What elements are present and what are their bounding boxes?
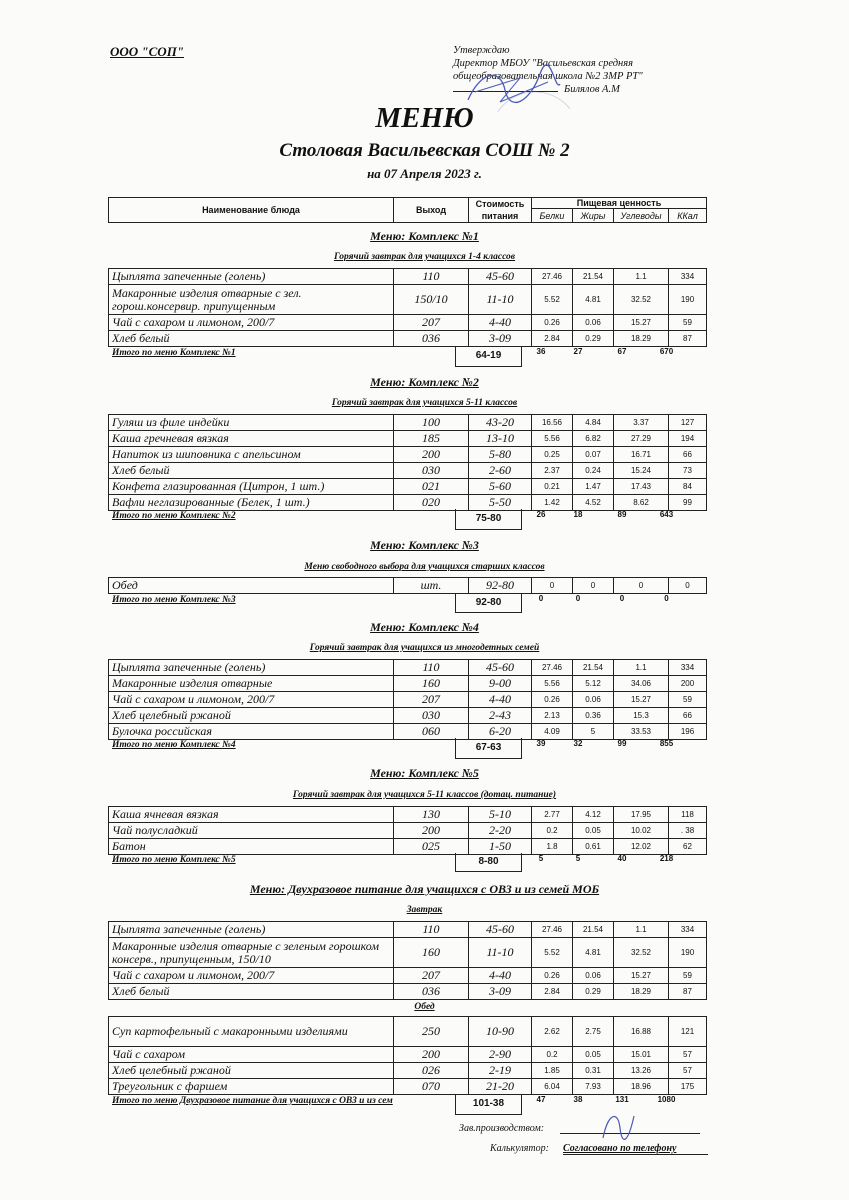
fats: 4.12 bbox=[573, 807, 614, 823]
dish-name: Макаронные изделия отварные с зеленым горошком консерв., припущенным, 150/10 bbox=[109, 938, 394, 968]
output: 150/10 bbox=[394, 285, 469, 315]
dish-name: Конфета глазированная (Цитрон, 1 шт.) bbox=[109, 479, 394, 495]
carbs: 15.27 bbox=[614, 315, 669, 331]
total-label: Итого по меню Комплекс №1 bbox=[112, 348, 236, 358]
menu-table bbox=[108, 921, 707, 1000]
total-proteins: 47 bbox=[536, 1095, 546, 1104]
head-of-production-label: Зав.производством: bbox=[459, 1123, 545, 1134]
output: 036 bbox=[394, 984, 469, 1000]
cost: 3-09 bbox=[469, 984, 532, 1000]
col-cost: Стоимость питания bbox=[469, 198, 532, 223]
carbs: 33.53 bbox=[614, 724, 669, 740]
table-row bbox=[109, 479, 707, 495]
kcal: 194 bbox=[669, 431, 707, 447]
kcal: 57 bbox=[669, 1063, 707, 1079]
fats: 5 bbox=[573, 724, 614, 740]
proteins: 1.8 bbox=[532, 839, 573, 855]
kcal: 190 bbox=[669, 938, 707, 968]
dish-name: Чай полусладкий bbox=[109, 823, 394, 839]
kcal: 87 bbox=[669, 984, 707, 1000]
proteins: 5.52 bbox=[532, 285, 573, 315]
dish-name: Чай с сахаром и лимоном, 200/7 bbox=[109, 968, 394, 984]
dish-name: Хлеб целебный ржаной bbox=[109, 1063, 394, 1079]
total-carbs: 89 bbox=[617, 510, 627, 519]
kcal: 59 bbox=[669, 968, 707, 984]
total-label: Итого по меню Комплекс №2 bbox=[112, 511, 236, 521]
carbs: 15.27 bbox=[614, 968, 669, 984]
output: 200 bbox=[394, 447, 469, 463]
cost: 92-80 bbox=[469, 578, 532, 594]
kcal: 334 bbox=[669, 660, 707, 676]
table-row bbox=[109, 692, 707, 708]
table-row bbox=[109, 839, 707, 855]
proteins: 27.46 bbox=[532, 269, 573, 285]
dish-name: Хлеб белый bbox=[109, 463, 394, 479]
proteins: 0.26 bbox=[532, 968, 573, 984]
cost: 5-60 bbox=[469, 479, 532, 495]
col-kcal: ККал bbox=[669, 209, 707, 223]
total-proteins: 0 bbox=[538, 594, 544, 603]
carbs: 0 bbox=[614, 578, 669, 594]
carbs: 27.29 bbox=[614, 431, 669, 447]
total-carbs: 131 bbox=[615, 1095, 629, 1104]
section-title: Меню: Двухразовое питание для учащихся с ОВЗ и из семей МОБ bbox=[249, 882, 600, 896]
total-proteins: 5 bbox=[538, 854, 544, 863]
table-row bbox=[109, 1063, 707, 1079]
section-title: Меню: Комплекс №4 bbox=[370, 620, 479, 634]
kcal: 190 bbox=[669, 285, 707, 315]
menu-table bbox=[108, 414, 707, 511]
fats: 0.36 bbox=[573, 708, 614, 724]
total-carbs: 0 bbox=[619, 594, 625, 603]
fats: 0.29 bbox=[573, 331, 614, 347]
fats: 0.06 bbox=[573, 315, 614, 331]
carbs: 32.52 bbox=[614, 285, 669, 315]
output: 021 bbox=[394, 479, 469, 495]
table-row bbox=[109, 315, 707, 331]
fats: 0.05 bbox=[573, 823, 614, 839]
total-label: Итого по меню Двухразовое питание для учащихся с ОВЗ и из сем bbox=[112, 1096, 393, 1106]
output: шт. bbox=[394, 578, 469, 594]
kcal: 121 bbox=[669, 1017, 707, 1047]
approve-line-1: Утверждаю bbox=[453, 45, 510, 56]
carbs: 18.29 bbox=[614, 984, 669, 1000]
fats: 2.75 bbox=[573, 1017, 614, 1047]
cost: 5-10 bbox=[469, 807, 532, 823]
kcal: 84 bbox=[669, 479, 707, 495]
cost: 2-43 bbox=[469, 708, 532, 724]
carbs: 3.37 bbox=[614, 415, 669, 431]
col-nutrition: Пищевая ценность bbox=[532, 198, 707, 209]
section-title: Меню: Комплекс №2 bbox=[370, 375, 479, 389]
fats: 0.31 bbox=[573, 1063, 614, 1079]
total-kcal: 1080 bbox=[657, 1095, 676, 1104]
output: 020 bbox=[394, 495, 469, 511]
total-fats: 5 bbox=[575, 854, 581, 863]
fats: 21.54 bbox=[573, 269, 614, 285]
output: 030 bbox=[394, 463, 469, 479]
table-row bbox=[109, 823, 707, 839]
fats: 21.54 bbox=[573, 922, 614, 938]
cost: 9-00 bbox=[469, 676, 532, 692]
company-name: ООО "СОП" bbox=[110, 44, 185, 59]
total-carbs: 40 bbox=[617, 854, 627, 863]
kcal: 57 bbox=[669, 1047, 707, 1063]
calculator-label: Калькулятор: bbox=[490, 1143, 549, 1154]
section-subtitle: Горячий завтрак для учащихся из многодетных семей bbox=[309, 643, 540, 653]
cost: 6-20 bbox=[469, 724, 532, 740]
col-output: Выход bbox=[394, 198, 469, 223]
total-label: Итого по меню Комплекс №4 bbox=[112, 740, 236, 750]
total-kcal: 670 bbox=[659, 347, 674, 356]
output: 110 bbox=[394, 269, 469, 285]
fats: 4.81 bbox=[573, 938, 614, 968]
dish-name: Хлеб белый bbox=[109, 984, 394, 1000]
fats: 0.06 bbox=[573, 968, 614, 984]
total-kcal: 855 bbox=[659, 739, 674, 748]
section-subtitle: Горячий завтрак для учащихся 5-11 классов (дотац. питание) bbox=[292, 790, 557, 800]
dish-name: Обед bbox=[109, 578, 394, 594]
col-carbs: Углеводы bbox=[614, 209, 669, 223]
table-row bbox=[109, 676, 707, 692]
table-row bbox=[109, 938, 707, 968]
proteins: 2.62 bbox=[532, 1017, 573, 1047]
carbs: 13.26 bbox=[614, 1063, 669, 1079]
carbs: 32.52 bbox=[614, 938, 669, 968]
cost: 4-40 bbox=[469, 968, 532, 984]
cost: 10-90 bbox=[469, 1017, 532, 1047]
total-cost: 64-19 bbox=[455, 346, 522, 367]
page-subtitle: Столовая Васильевская СОШ № 2 bbox=[279, 140, 570, 161]
proteins: 5.56 bbox=[532, 676, 573, 692]
carbs: 18.96 bbox=[614, 1079, 669, 1095]
dish-name: Гуляш из филе индейки bbox=[109, 415, 394, 431]
kcal: 196 bbox=[669, 724, 707, 740]
carbs: 18.29 bbox=[614, 331, 669, 347]
fats: 4.81 bbox=[573, 285, 614, 315]
total-fats: 32 bbox=[573, 739, 583, 748]
fats: 4.52 bbox=[573, 495, 614, 511]
table-row bbox=[109, 660, 707, 676]
output: 207 bbox=[394, 968, 469, 984]
table-row bbox=[109, 724, 707, 740]
fats: 0.24 bbox=[573, 463, 614, 479]
kcal: . 38 bbox=[669, 823, 707, 839]
menu-table bbox=[108, 659, 707, 740]
section-subtitle-2: Обед bbox=[414, 1002, 435, 1012]
proteins: 5.52 bbox=[532, 938, 573, 968]
proteins: 2.77 bbox=[532, 807, 573, 823]
col-fats: Жиры bbox=[573, 209, 614, 223]
cost: 21-20 bbox=[469, 1079, 532, 1095]
carbs: 10.02 bbox=[614, 823, 669, 839]
cost: 4-40 bbox=[469, 692, 532, 708]
col-proteins: Белки bbox=[532, 209, 573, 223]
kcal: 334 bbox=[669, 269, 707, 285]
cost: 45-60 bbox=[469, 660, 532, 676]
menu-table bbox=[108, 806, 707, 855]
kcal: 66 bbox=[669, 708, 707, 724]
table-row bbox=[109, 415, 707, 431]
menu-table bbox=[108, 1016, 707, 1095]
total-kcal: 0 bbox=[664, 594, 669, 603]
dish-name: Чай с сахаром и лимоном, 200/7 bbox=[109, 315, 394, 331]
proteins: 0.21 bbox=[532, 479, 573, 495]
proteins: 2.84 bbox=[532, 331, 573, 347]
cost: 5-80 bbox=[469, 447, 532, 463]
kcal: 118 bbox=[669, 807, 707, 823]
kcal: 99 bbox=[669, 495, 707, 511]
kcal: 66 bbox=[669, 447, 707, 463]
output: 110 bbox=[394, 660, 469, 676]
table-row bbox=[109, 495, 707, 511]
cost: 1-50 bbox=[469, 839, 532, 855]
head-signature bbox=[598, 1108, 638, 1146]
total-carbs: 67 bbox=[617, 347, 627, 356]
carbs: 16.71 bbox=[614, 447, 669, 463]
fats: 4.84 bbox=[573, 415, 614, 431]
cost: 45-60 bbox=[469, 922, 532, 938]
fats: 0.07 bbox=[573, 447, 614, 463]
proteins: 16.56 bbox=[532, 415, 573, 431]
output: 200 bbox=[394, 823, 469, 839]
table-row bbox=[109, 922, 707, 938]
total-cost: 8-80 bbox=[455, 853, 522, 872]
total-fats: 27 bbox=[573, 347, 583, 356]
cost: 11-10 bbox=[469, 938, 532, 968]
dish-name: Чай с сахаром и лимоном, 200/7 bbox=[109, 692, 394, 708]
fats: 0.29 bbox=[573, 984, 614, 1000]
section-subtitle: Горячий завтрак для учащихся 5-11 классов bbox=[331, 398, 518, 408]
carbs: 1.1 bbox=[614, 660, 669, 676]
total-cost: 92-80 bbox=[455, 593, 522, 613]
dish-name: Хлеб целебный ржаной bbox=[109, 708, 394, 724]
table-row bbox=[109, 285, 707, 315]
kcal: 127 bbox=[669, 415, 707, 431]
output: 160 bbox=[394, 938, 469, 968]
output: 036 bbox=[394, 331, 469, 347]
table-row bbox=[109, 807, 707, 823]
output: 070 bbox=[394, 1079, 469, 1095]
cost: 2-90 bbox=[469, 1047, 532, 1063]
output: 025 bbox=[394, 839, 469, 855]
proteins: 27.46 bbox=[532, 922, 573, 938]
fats: 6.82 bbox=[573, 431, 614, 447]
cost: 13-10 bbox=[469, 431, 532, 447]
output: 200 bbox=[394, 1047, 469, 1063]
total-cost: 67-63 bbox=[455, 738, 522, 759]
proteins: 0.26 bbox=[532, 692, 573, 708]
proteins: 6.04 bbox=[532, 1079, 573, 1095]
kcal: 59 bbox=[669, 315, 707, 331]
approve-line-2: Директор МБОУ "Васильевская средняя bbox=[453, 58, 634, 69]
proteins: 0.25 bbox=[532, 447, 573, 463]
menu-table bbox=[108, 268, 707, 347]
table-row bbox=[109, 1079, 707, 1095]
section-title: Меню: Комплекс №3 bbox=[370, 538, 479, 552]
proteins: 1.42 bbox=[532, 495, 573, 511]
table-row bbox=[109, 269, 707, 285]
dish-name: Вафли неглазированные (Белек, 1 шт.) bbox=[109, 495, 394, 511]
table-row bbox=[109, 578, 707, 594]
signatory-name: Билялов А.М bbox=[564, 84, 620, 95]
carbs: 17.95 bbox=[614, 807, 669, 823]
cost: 5-50 bbox=[469, 495, 532, 511]
cost: 2-60 bbox=[469, 463, 532, 479]
kcal: 87 bbox=[669, 331, 707, 347]
carbs: 15.01 bbox=[614, 1047, 669, 1063]
dish-name: Макаронные изделия отварные с зел. горош.консервир. припущенным bbox=[109, 285, 394, 315]
page-title: МЕНЮ bbox=[375, 102, 474, 134]
proteins: 2.13 bbox=[532, 708, 573, 724]
calculator-value: Согласовано по телефону bbox=[563, 1143, 708, 1155]
carbs: 1.1 bbox=[614, 922, 669, 938]
output: 250 bbox=[394, 1017, 469, 1047]
approve-line-3: общеобразовательная школа №2 ЗМР РТ" bbox=[453, 71, 643, 82]
table-row bbox=[109, 463, 707, 479]
kcal: 62 bbox=[669, 839, 707, 855]
menu-date: на 07 Апреля 2023 г. bbox=[367, 166, 482, 181]
cost: 45-60 bbox=[469, 269, 532, 285]
dish-name: Хлеб белый bbox=[109, 331, 394, 347]
carbs: 12.02 bbox=[614, 839, 669, 855]
output: 207 bbox=[394, 315, 469, 331]
dish-name: Чай с сахаром bbox=[109, 1047, 394, 1063]
fats: 0 bbox=[573, 578, 614, 594]
dish-name: Макаронные изделия отварные bbox=[109, 676, 394, 692]
section-subtitle: Горячий завтрак для учащихся 1-4 классов bbox=[333, 252, 516, 262]
section-title: Меню: Комплекс №5 bbox=[370, 766, 479, 780]
kcal: 0 bbox=[669, 578, 707, 594]
proteins: 4.09 bbox=[532, 724, 573, 740]
section-title: Меню: Комплекс №1 bbox=[370, 229, 479, 243]
table-row bbox=[109, 968, 707, 984]
kcal: 200 bbox=[669, 676, 707, 692]
dish-name: Каша гречневая вязкая bbox=[109, 431, 394, 447]
output: 100 bbox=[394, 415, 469, 431]
cost: 4-40 bbox=[469, 315, 532, 331]
total-fats: 0 bbox=[575, 594, 581, 603]
fats: 7.93 bbox=[573, 1079, 614, 1095]
section-subtitle: Завтрак bbox=[406, 905, 443, 915]
col-name: Наименование блюда bbox=[109, 198, 394, 223]
fats: 21.54 bbox=[573, 660, 614, 676]
cost: 11-10 bbox=[469, 285, 532, 315]
table-row bbox=[109, 1017, 707, 1047]
output: 207 bbox=[394, 692, 469, 708]
kcal: 175 bbox=[669, 1079, 707, 1095]
section-subtitle: Меню свободного выбора для учащихся старших классов bbox=[304, 562, 545, 572]
output: 110 bbox=[394, 922, 469, 938]
cost: 3-09 bbox=[469, 331, 532, 347]
carbs: 16.88 bbox=[614, 1017, 669, 1047]
carbs: 17.43 bbox=[614, 479, 669, 495]
proteins: 2.37 bbox=[532, 463, 573, 479]
dish-name: Суп картофельный с макаронными изделиями bbox=[109, 1017, 394, 1047]
cost: 2-20 bbox=[469, 823, 532, 839]
total-proteins: 39 bbox=[536, 739, 546, 748]
dish-name: Цыплята запеченные (голень) bbox=[109, 269, 394, 285]
carbs: 15.3 bbox=[614, 708, 669, 724]
proteins: 0.26 bbox=[532, 315, 573, 331]
proteins: 0.2 bbox=[532, 1047, 573, 1063]
dish-name: Напиток из шиповника с апельсином bbox=[109, 447, 394, 463]
proteins: 2.84 bbox=[532, 984, 573, 1000]
total-label: Итого по меню Комплекс №3 bbox=[112, 595, 236, 605]
carbs: 1.1 bbox=[614, 269, 669, 285]
output: 030 bbox=[394, 708, 469, 724]
cost: 43-20 bbox=[469, 415, 532, 431]
carbs: 15.27 bbox=[614, 692, 669, 708]
output: 060 bbox=[394, 724, 469, 740]
fats: 5.12 bbox=[573, 676, 614, 692]
fats: 1.47 bbox=[573, 479, 614, 495]
total-kcal: 643 bbox=[659, 510, 674, 519]
table-row bbox=[109, 984, 707, 1000]
total-kcal: 218 bbox=[659, 854, 674, 863]
dish-name: Цыплята запеченные (голень) bbox=[109, 922, 394, 938]
table-row bbox=[109, 708, 707, 724]
output: 160 bbox=[394, 676, 469, 692]
column-header bbox=[108, 197, 707, 223]
total-cost: 101-38 bbox=[455, 1094, 522, 1115]
total-fats: 18 bbox=[573, 510, 583, 519]
kcal: 73 bbox=[669, 463, 707, 479]
output: 185 bbox=[394, 431, 469, 447]
dish-name: Каша ячневая вязкая bbox=[109, 807, 394, 823]
output: 130 bbox=[394, 807, 469, 823]
total-fats: 38 bbox=[573, 1095, 583, 1104]
table-row bbox=[109, 331, 707, 347]
kcal: 59 bbox=[669, 692, 707, 708]
carbs: 34.06 bbox=[614, 676, 669, 692]
dish-name: Треугольник с фаршем bbox=[109, 1079, 394, 1095]
total-proteins: 36 bbox=[536, 347, 546, 356]
total-carbs: 99 bbox=[617, 739, 627, 748]
table-row bbox=[109, 431, 707, 447]
cost: 2-19 bbox=[469, 1063, 532, 1079]
table-row bbox=[109, 447, 707, 463]
carbs: 15.24 bbox=[614, 463, 669, 479]
total-proteins: 26 bbox=[536, 510, 546, 519]
total-label: Итого по меню Комплекс №5 bbox=[112, 855, 236, 865]
dish-name: Батон bbox=[109, 839, 394, 855]
table-row bbox=[109, 1047, 707, 1063]
output: 026 bbox=[394, 1063, 469, 1079]
fats: 0.06 bbox=[573, 692, 614, 708]
total-cost: 75-80 bbox=[455, 509, 522, 530]
proteins: 0.2 bbox=[532, 823, 573, 839]
fats: 0.61 bbox=[573, 839, 614, 855]
proteins: 5.56 bbox=[532, 431, 573, 447]
dish-name: Цыплята запеченные (голень) bbox=[109, 660, 394, 676]
kcal: 334 bbox=[669, 922, 707, 938]
dish-name: Булочка российская bbox=[109, 724, 394, 740]
proteins: 1.85 bbox=[532, 1063, 573, 1079]
carbs: 8.62 bbox=[614, 495, 669, 511]
menu-table bbox=[108, 577, 707, 594]
proteins: 27.46 bbox=[532, 660, 573, 676]
fats: 0.05 bbox=[573, 1047, 614, 1063]
proteins: 0 bbox=[532, 578, 573, 594]
